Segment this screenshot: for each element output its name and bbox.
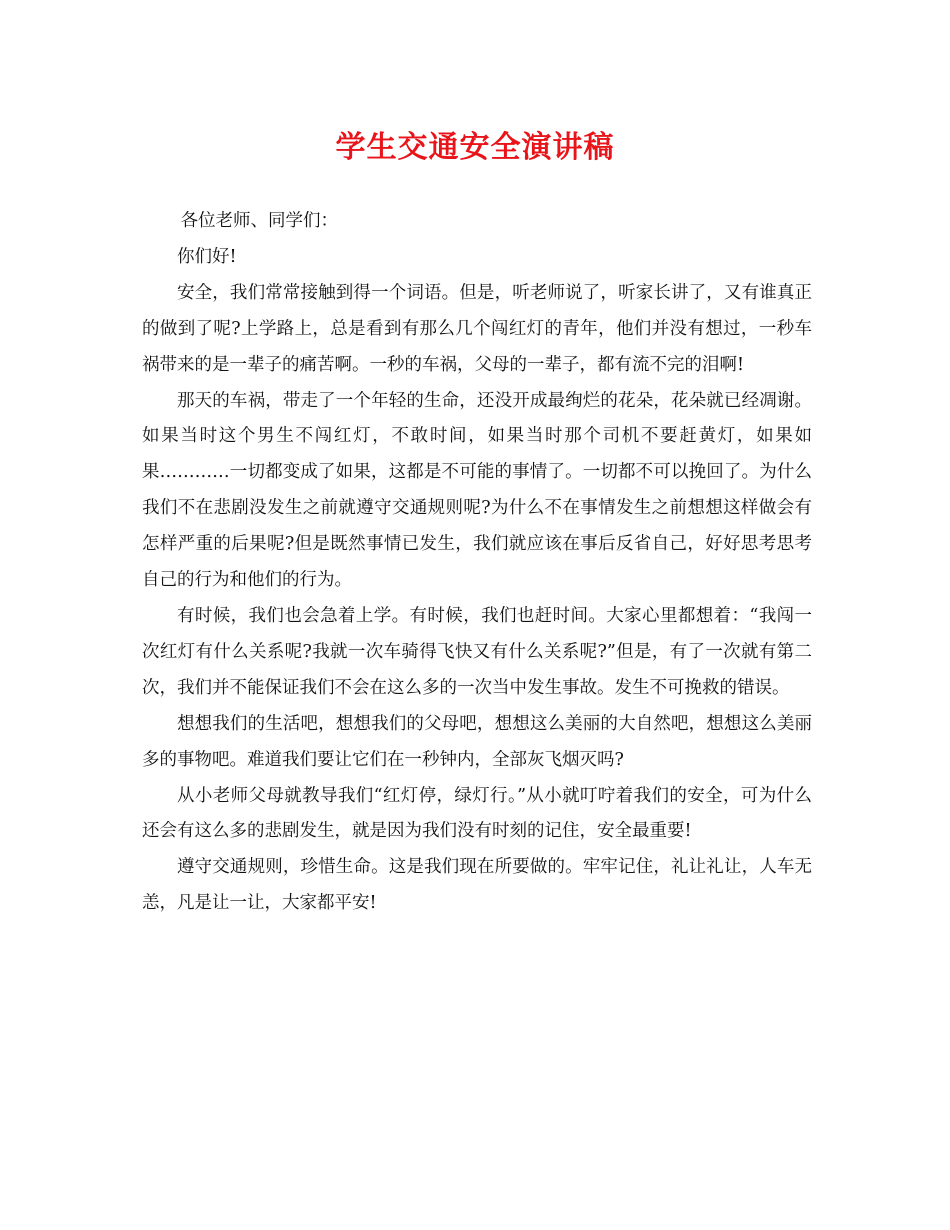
salutation: 各位老师、同学们： — [180, 211, 338, 231]
paragraph: 安全，我们常常接触到得一个词语。但是，听老师说了，听家长讲了，又有谁真正的做到了呢?上学路上，总是看到有那么几个闯红灯的青年，他们并没有想过，一秒车祸带来的是一辈子的痛苦啊。一秒的车祸，父母的一辈子，都有流不完的泪啊! — [142, 282, 812, 375]
document-title: 学生交通安全演讲稿 — [335, 130, 615, 165]
paragraph: 有时候，我们也会急着上学。有时候，我们也赶时间。大家心里都想着：“我闯一次红灯有什么关系呢?我就一次车骑得飞快又有什么关系呢?”但是，有了一次就有第二次，我们并不能保证我们不会在这么多的一次当中发生事故。发生不可挽救的错误。 — [142, 605, 812, 698]
document-body — [142, 204, 812, 922]
paragraph: 想想我们的生活吧，想想我们的父母吧，想想这么美丽的大自然吧，想想这么美丽多的事物吧。难道我们要让它们在一秒钟内，全部灰飞烟灭吗? — [142, 713, 812, 770]
greeting: 你们好! — [177, 246, 237, 267]
paragraph: 从小老师父母就教导我们“红灯停，绿灯行。”从小就叮咛着我们的安全，可为什么还会有这么多的悲剧发生，就是因为我们没有时刻的记住，安全最重要! — [142, 785, 812, 842]
paragraph: 遵守交通规则，珍惜生命。这是我们现在所要做的。牢牢记住，礼让礼让，人车无恙，凡是让一让，大家都平安! — [142, 857, 812, 914]
paragraph: 那天的车祸，带走了一个年轻的生命，还没开成最绚烂的花朵，花朵就已经凋谢。如果当时这个男生不闯红灯，不敢时间，如果当时那个司机不要赶黄灯，如果如果…………一切都变成了如果，这都是不可能的事情了。一切都不可以挽回了。为什么我们不在悲剧没发生之前就遵守交通规则呢?为什么不在事情发生之前想想这样做会有怎样严重的后果呢?但是既然事情已发生，我们就应该在事后反省自己，好好思考思考自己的行为和他们的行为。 — [142, 390, 812, 591]
